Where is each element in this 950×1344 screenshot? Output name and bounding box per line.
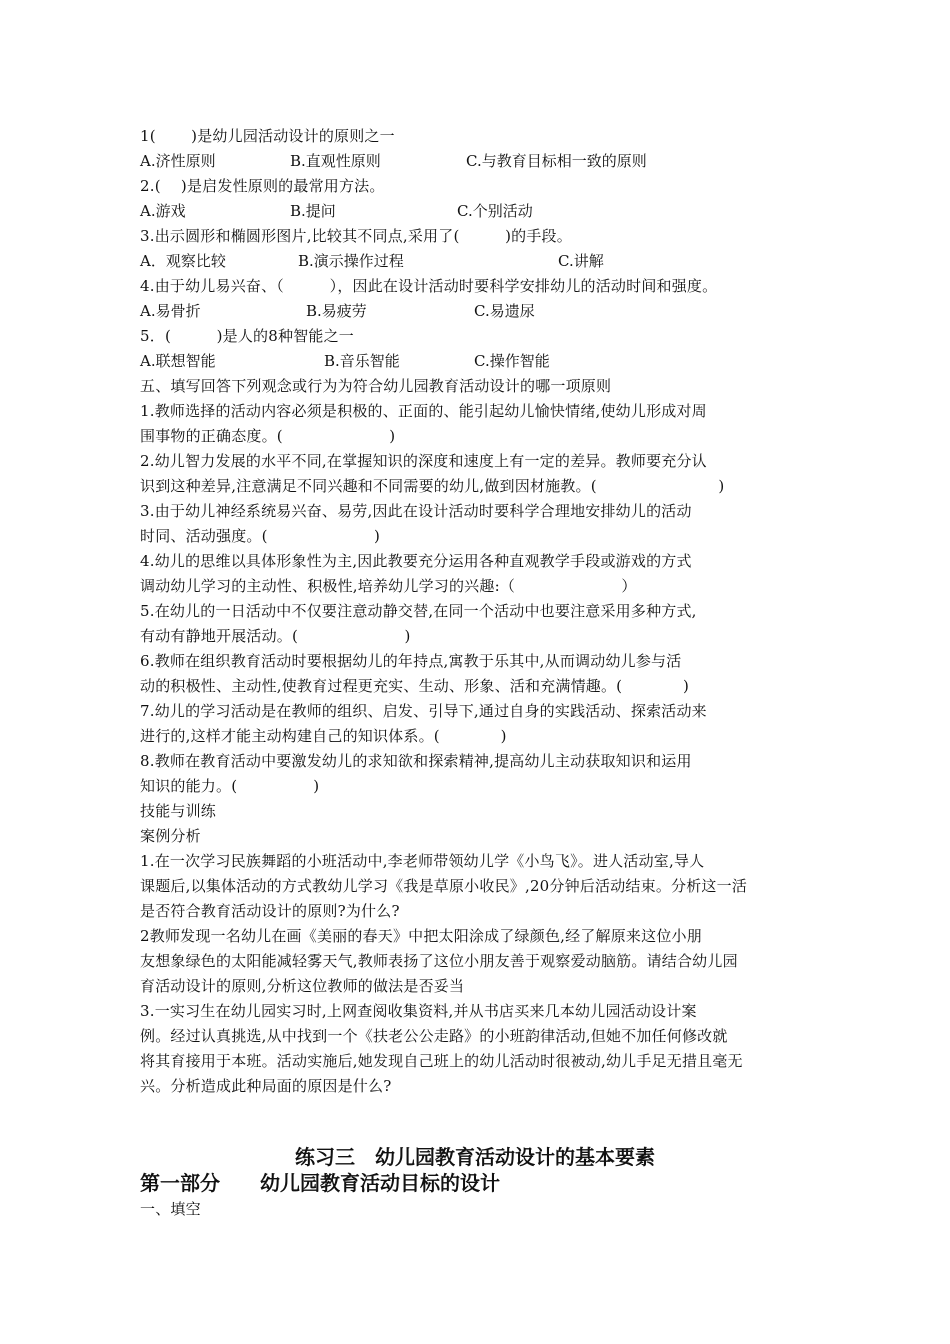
mc-q5-stem: 5．( )是人的8种智能之一 bbox=[140, 327, 354, 345]
mc-q1-option-c: C.与教育目标相一致的原则 bbox=[466, 152, 647, 170]
section5-line: 调动幼儿学习的主动性、积极性,培养幼儿学习的兴趣:（ ） bbox=[140, 577, 637, 595]
section5-line: 时同、活动强度。( ) bbox=[140, 527, 381, 545]
section5-line: 识到这种差异,注意满足不同兴趣和不同需要的幼儿,做到因材施教。( ) bbox=[140, 477, 725, 495]
case-line: 兴。分析造成此种局面的原因是什么? bbox=[140, 1077, 392, 1095]
section5-line: 3.由于幼儿神经系统易兴奋、易劳,因此在设计活动时要科学合理地安排幼儿的活动 bbox=[140, 502, 692, 520]
section5-line: 进行的,这样才能主动构建自己的知识体系。( ) bbox=[140, 727, 507, 745]
case-line: 3.一实习生在幼儿园实习时,上网查阅收集资料,并从书店买来几本幼儿园活动设计案 bbox=[140, 1002, 697, 1020]
section5-line: 围事物的正确态度。( ) bbox=[140, 427, 396, 445]
case-line: 将其育接用于本班。活动实施后,她发现自己班上的幼儿活动时很被动,幼儿手足无措且毫无 bbox=[140, 1052, 743, 1070]
section5-line: 4.幼儿的思维以具体形象性为主,因此教要充分运用各种直观教学手段或游戏的方式 bbox=[140, 552, 692, 570]
case-analysis-title: 案例分析 bbox=[140, 827, 201, 845]
exercise3-title: 练习三 幼儿园教育活动设计的基本要素 bbox=[295, 1145, 655, 1169]
section5-line: 知识的能力。( ) bbox=[140, 777, 320, 795]
case-line: 是否符合教育活动设计的原则?为什么? bbox=[140, 902, 400, 920]
case-line: 友想象绿色的太阳能减轻雾天气,教师表扬了这位小朋友善于观察爱动脑筋。请结合幼儿园 bbox=[140, 952, 738, 970]
mc-q4-option-c: C.易遗尿 bbox=[474, 302, 535, 320]
case-line: 2教师发现一名幼儿在画《美丽的春天》中把太阳涂成了绿颜色,经了解原来这位小朋 bbox=[140, 927, 702, 945]
section5-title: 五、填写回答下列观念或行为为符合幼儿园教育活动设计的哪一项原则 bbox=[140, 377, 612, 395]
part1-title: 第一部分 幼儿园教育活动目标的设计 bbox=[140, 1171, 500, 1195]
section5-line: 动的积极性、主动性,使教育过程更充实、生动、形象、活和充满情趣。( ) bbox=[140, 677, 690, 695]
section5-line: 7.幼儿的学习活动是在教师的组织、启发、引导下,通过自身的实践活动、探索活动来 bbox=[140, 702, 707, 720]
mc-q4-option-a: A.易骨折 bbox=[140, 302, 201, 320]
section5-line: 2.幼儿智力发展的水平不同,在掌握知识的深度和速度上有一定的差异。教师要充分认 bbox=[140, 452, 707, 470]
mc-q3-option-c: C.讲解 bbox=[558, 252, 604, 270]
case-line: 育活动设计的原则,分析这位教师的做法是否妥当 bbox=[140, 977, 465, 995]
skills-title: 技能与训练 bbox=[140, 802, 217, 820]
case-line: 1.在一次学习民族舞蹈的小班活动中,李老师带领幼儿学《小鸟飞》。进人活动室,导人 bbox=[140, 852, 705, 870]
section5-line: 6.教师在组织教育活动时要根据幼儿的年持点,寓教于乐其中,从而调动幼儿参与活 bbox=[140, 652, 682, 670]
mc-q1-option-a: A.济性原则 bbox=[140, 152, 216, 170]
case-line: 课题后,以集体活动的方式教幼儿学习《我是草原小收民》,20分钟后活动结束。分析这一活 bbox=[140, 877, 748, 895]
mc-q5-option-c: C.操作智能 bbox=[474, 352, 550, 370]
section5-line: 8.教师在教育活动中要激发幼儿的求知欲和探索精神,提高幼儿主动获取知识和运用 bbox=[140, 752, 692, 770]
mc-q4-stem: 4.由于幼儿易兴奋、（ ），因此在设计活动时要科学安排幼儿的活动时间和强度。 bbox=[140, 277, 718, 295]
section5-line: 5.在幼儿的一日活动中不仅要注意动静交替,在同一个活动中也要注意采用多种方式, bbox=[140, 602, 697, 620]
mc-q2-stem: 2.( )是启发性原则的最常用方法。 bbox=[140, 177, 385, 195]
section5-line: 有动有静地开展活动。( ) bbox=[140, 627, 411, 645]
mc-q2-option-a: A.游戏 bbox=[140, 202, 186, 220]
mc-q5-option-b: B.音乐智能 bbox=[324, 352, 400, 370]
mc-q1-option-b: B.直观性原则 bbox=[290, 152, 381, 170]
fill-blank-subtitle: 一、填空 bbox=[140, 1200, 201, 1218]
mc-q2-option-b: B.提问 bbox=[290, 202, 336, 220]
mc-q4-option-b: B.易疲劳 bbox=[306, 302, 367, 320]
case-line: 例。经过认真挑选,从中找到一个《扶老公公走路》的小班韵律活动,但她不加任何修改就 bbox=[140, 1027, 728, 1045]
section5-line: 1.教师选择的活动内容必须是积极的、正面的、能引起幼儿愉快情绪,使幼儿形成对周 bbox=[140, 402, 707, 420]
mc-q2-option-c: C.个别活动 bbox=[457, 202, 533, 220]
mc-q3-option-a: A．观察比较 bbox=[140, 252, 226, 270]
mc-q3-stem: 3.出示圆形和椭圆形图片,比较其不同点,采用了( )的手段。 bbox=[140, 227, 572, 245]
mc-q3-option-b: B.演示操作过程 bbox=[298, 252, 404, 270]
mc-q5-option-a: A.联想智能 bbox=[140, 352, 216, 370]
mc-q1-stem: 1( )是幼儿园活动设计的原则之一 bbox=[140, 127, 395, 145]
